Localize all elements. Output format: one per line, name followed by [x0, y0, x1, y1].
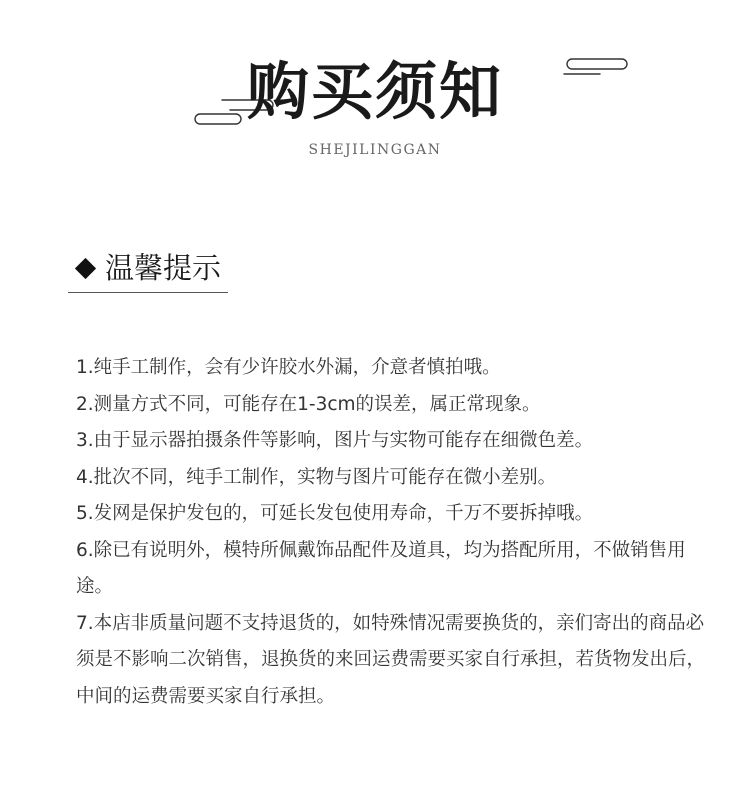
diamond-icon	[75, 257, 96, 278]
notice-item: 3.由于显示器拍摄条件等影响，图片与实物可能存在细微色差。	[76, 430, 594, 451]
notice-item: 1.纯手工制作，会有少许胶水外漏，介意者慎拍哦。	[76, 357, 501, 378]
notice-item: 2.测量方式不同，可能存在1-3cm的误差，属正常现象。	[76, 393, 541, 415]
page-subtitle: SHEJILINGGAN	[308, 142, 442, 158]
notice-list	[76, 350, 716, 715]
cloud-line-icon	[558, 54, 634, 84]
notice-item: 7.本店非质量问题不支持退货的，如特殊情况需要换货的，亲们寄出的商品必须是不影响二次销售，退换货的来回运费需要买家自行承担，若货物发出后，中间的运费需要买家自行承担。	[76, 612, 706, 707]
notice-item: 6.除已有说明外，模特所佩戴饰品配件及道具，均为搭配所用，不做销售用途。	[76, 539, 686, 597]
notice-item: 4.批次不同，纯手工制作，实物与图片可能存在微小差别。	[76, 466, 557, 488]
section-heading	[74, 248, 221, 288]
section-heading-text: 温馨提示	[105, 251, 222, 285]
section-underline	[68, 292, 228, 293]
notice-item: 5.发网是保护发包的，可延长发包使用寿命，千万不要拆掉哦。	[76, 503, 594, 524]
page-title: 购买须知	[246, 55, 503, 128]
